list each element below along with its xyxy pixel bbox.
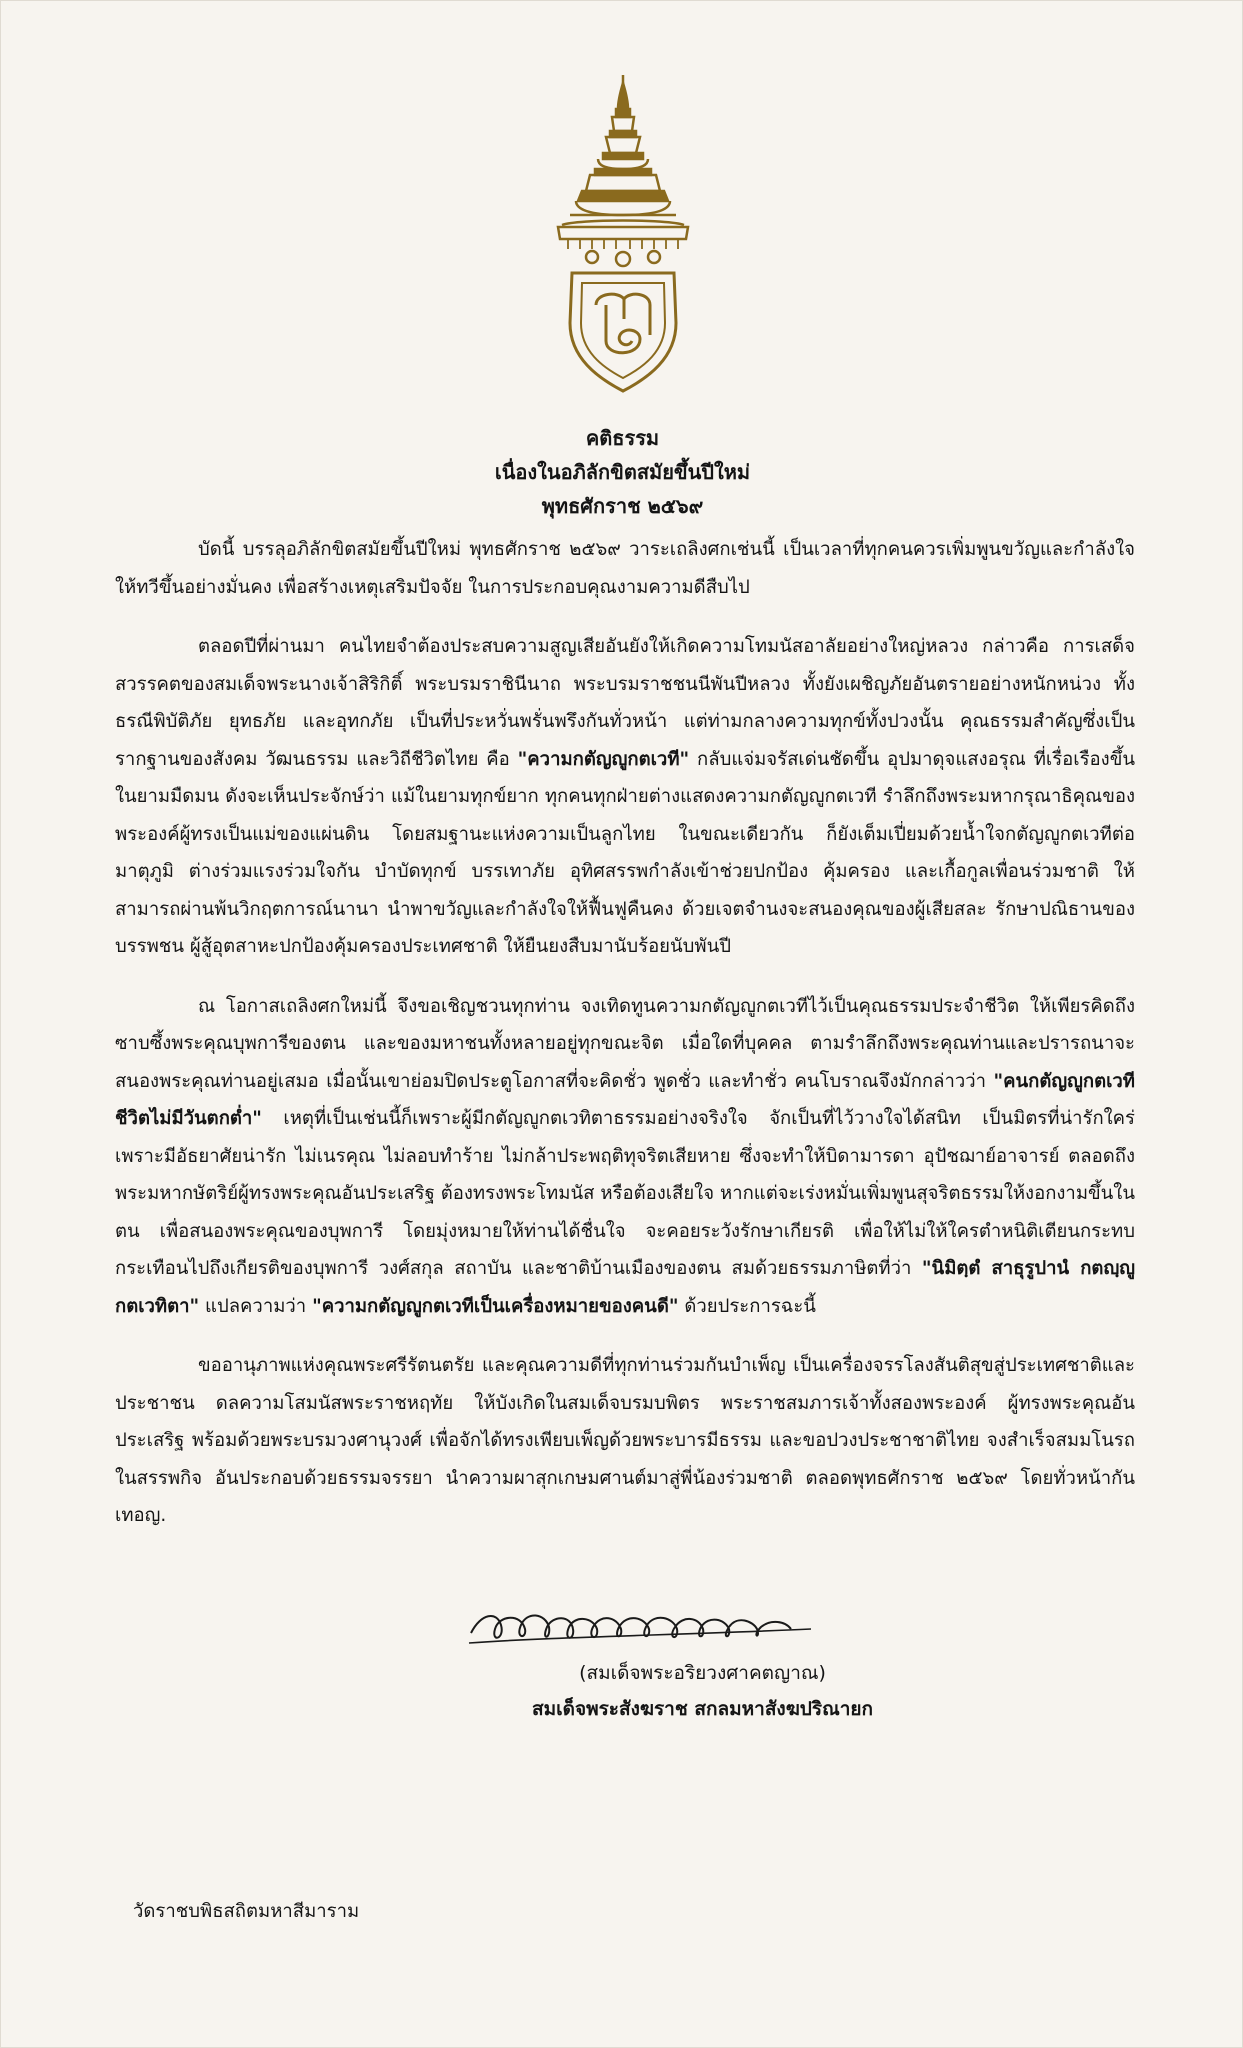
signatory-name: (สมเด็จพระอริยวงศาคตญาณ) [579, 1662, 826, 1684]
footer-location: วัดราชบพิธสถิตมหาสีมาราม [133, 1901, 360, 1922]
paragraph-3-translation: "ความกตัญญูกตเวทีเป็นเครื่องหมายของคนดี" [312, 1295, 679, 1317]
paragraph-2-emphasis: "ความกตัญญูกตเวที" [517, 748, 690, 770]
paragraph-2-text-a: ตลอดปีที่ผ่านมา คนไทยจำต้องประสบความสูญเสียอันยังให้เกิดความโทมนัสอาลัยอย่างใหญ่หลวง กล่าวคือ การเสด็จสวรรคตของสมเด็จพระนางเจ้าสิริกิติ์ พระบรมราชินีนาถ พระบรมราชชนนีพันปีหลวง ทั้งยังเผชิญภัยอันตรายอย่างหนักหน่วง ทั้งธรณีพิบัติภัย ยุทธภัย และอุทกภัย เป็นที่ประหวั่นพรั่นพรึงกันทั่วหน้า แต่ท่ามกลางความทุกข์ทั้งปวงนั้น คุณธรรมสำคัญซึ่งเป็นรากฐานของสังคม วัฒนธรรม และวิถีชีวิตไทย คือ [115, 636, 1135, 770]
paragraph-2-text-c: กลับแจ่มจรัสเด่นชัดขึ้น อุปมาดุจแสงอรุณ ที่เรื่อเรืองขึ้นในยามมืดมน ดังจะเห็นประจักษ์ว่า แม้ในยามทุกข์ยาก ทุกคนทุกฝ่ายต่างแสดงความกตัญญูกตเวที รำลึกถึงพระมหากรุณาธิคุณของพระองค์ผู้ทรงเป็นแม่ของแผ่นดิน โดยสมฐานะแห่งความเป็นลูกไทย ในขณะเดียวกัน ก็ยังเต็มเปี่ยมด้วยน้ำใจกตัญญูกตเวทีต่อมาตุภูมิ ต่างร่วมแรงร่วมใจกัน บำบัดทุกข์ บรรเทาภัย อุทิศสรรพกำลังเข้าช่วยปกป้อง คุ้มครอง และเกื้อกูลเพื่อนร่วมชาติ ให้สามารถผ่านพ้นวิกฤตการณ์นานา นำพาขวัญและกำลังใจให้ฟื้นฟูคืนคง ด้วยเจตจำนงจะสนองคุณของผู้เสียสละ รักษาปณิธานของบรรพชน ผู้สู้อุตสาหะปกป้องคุ้มครองประเทศชาติ ให้ยืนยงสืบมานับร้อยนับพันปี [115, 748, 1135, 957]
title-line-3: พุทธศักราช ๒๕๖๙ [541, 494, 704, 518]
paragraph-3 [115, 988, 1135, 1326]
paragraph-3-text-c: เหตุที่เป็นเช่นนี้ก็เพราะผู้มีกตัญญูกตเวทิตาธรรมอย่างจริงใจ จักเป็นที่ไว้วางใจได้สนิท เป็นมิตรที่น่ารักใคร่ เพราะมีอัธยาศัยน่ารัก ไม่เนรคุณ ไม่ลอบทำร้าย ไม่กล้าประพฤติทุจริตเสียหาย ซึ่งจะทำให้บิดามารดา อุปัชฌาย์อาจารย์ ตลอดถึงพระมหากษัตริย์ผู้ทรงพระคุณอันประเสริฐ ต้องทรงพระโทมนัส หรือต้องเสียใจ หากแต่จะเร่งหมั่นเพิ่มพูนสุจริตธรรมให้งอกงามขึ้นในตน เพื่อสนองพระคุณของบุพการี โดยมุ่งหมายให้ท่านได้ชื่นใจ จะคอยระวังรักษาเกียรติ เพื่อให้ไม่ให้ใครตำหนิติเตียนกระทบกระเทือนไปถึงเกียรติของบุพการี วงศ์สกุล สถาบัน และชาติบ้านเมืองของตน สมด้วยธรรมภาษิตที่ว่า [115, 1108, 1135, 1279]
signatory-title: สมเด็จพระสังฆราช สกลมหาสังฆปริณายก [531, 1698, 874, 1720]
paragraph-3-quote-1: "คนกตัญญูกตเวที ชีวิตไม่มีวันตกต่ำ" [115, 1070, 1135, 1129]
paragraph-3-text-e: แปลความว่า [199, 1295, 313, 1317]
title-line-1: คติธรรม [585, 426, 660, 450]
handwritten-signature-icon [461, 1599, 821, 1655]
paragraph-3-text-a: ณ โอกาสเถลิงศกใหม่นี้ จึงขอเชิญชวนทุกท่าน จงเทิดทูนความกตัญญูกตเวทีไว้เป็นคุณธรรมประจำชีวิต ให้เพียรคิดถึง ซาบซึ้งพระคุณบุพการีของตน และของมหาชนทั้งหลายอยู่ทุกขณะจิต เมื่อใดที่บุคคล ตามรำลึกถึงพระคุณท่านและปรารถนาจะสนองพระคุณท่านอยู่เสมอ เมื่อนั้นเขาย่อมปิดประตูโอกาสที่จะคิดชั่ว พูดชั่ว และทำชั่ว คนโบราณจึงมักกล่าวว่า [115, 995, 1135, 1092]
paragraph-1-text: บัดนี้ บรรลุอภิลักขิตสมัยขึ้นปีใหม่ พุทธศักราช ๒๕๖๙ วาระเถลิงศกเช่นนี้ เป็นเวลาที่ทุกคนควรเพิ่มพูนขวัญและกำลังใจให้ทวีขึ้นอย่างมั่นคง เพื่อสร้างเหตุเสริมปัจจัย ในการประกอบคุณงามความดีสืบไป [115, 539, 1135, 598]
document-body [115, 531, 1135, 1557]
paragraph-2 [115, 628, 1135, 966]
title-block [1, 421, 1243, 523]
signature-block [1, 1599, 1243, 1727]
paragraph-4 [115, 1347, 1135, 1535]
royal-emblem-icon [548, 73, 698, 393]
paragraph-3-pali-quote: "นิมิตฺตํ สาธุรูปานํ กตญฺญูกตเวทิตา" [115, 1258, 1135, 1317]
paragraph-4-text: ขออานุภาพแห่งคุณพระศรีรัตนตรัย และคุณความดีที่ทุกท่านร่วมกันบำเพ็ญ เป็นเครื่องจรรโลงสันติสุขสู่ประเทศชาติและประชาชน ดลความโสมนัสพระราชหฤทัย ให้บังเกิดในสมเด็จบรมบพิตร พระราชสมภารเจ้าทั้งสองพระองค์ ผู้ทรงพระคุณอันประเสริฐ พร้อมด้วยพระบรมวงศานุวงศ์ เพื่อจักได้ทรงเพียบเพ็ญด้วยพระบารมีธรรม และขอปวงประชาชาติไทย จงสำเร็จสมมโนรถในสรรพกิจ อันประกอบด้วยธรรมจรรยา นำความผาสุกเกษมศานต์มาสู่พี่น้องร่วมชาติ ตลอดพุทธศักราช ๒๕๖๙ โดยทั่วหน้ากัน เทอญ. [115, 1355, 1135, 1526]
paragraph-1 [115, 531, 1135, 606]
paragraph-3-text-g: ด้วยประการฉะนี้ [678, 1295, 816, 1317]
title-line-2: เนื่องในอภิลักขิตสมัยขึ้นปีใหม่ [494, 460, 751, 484]
